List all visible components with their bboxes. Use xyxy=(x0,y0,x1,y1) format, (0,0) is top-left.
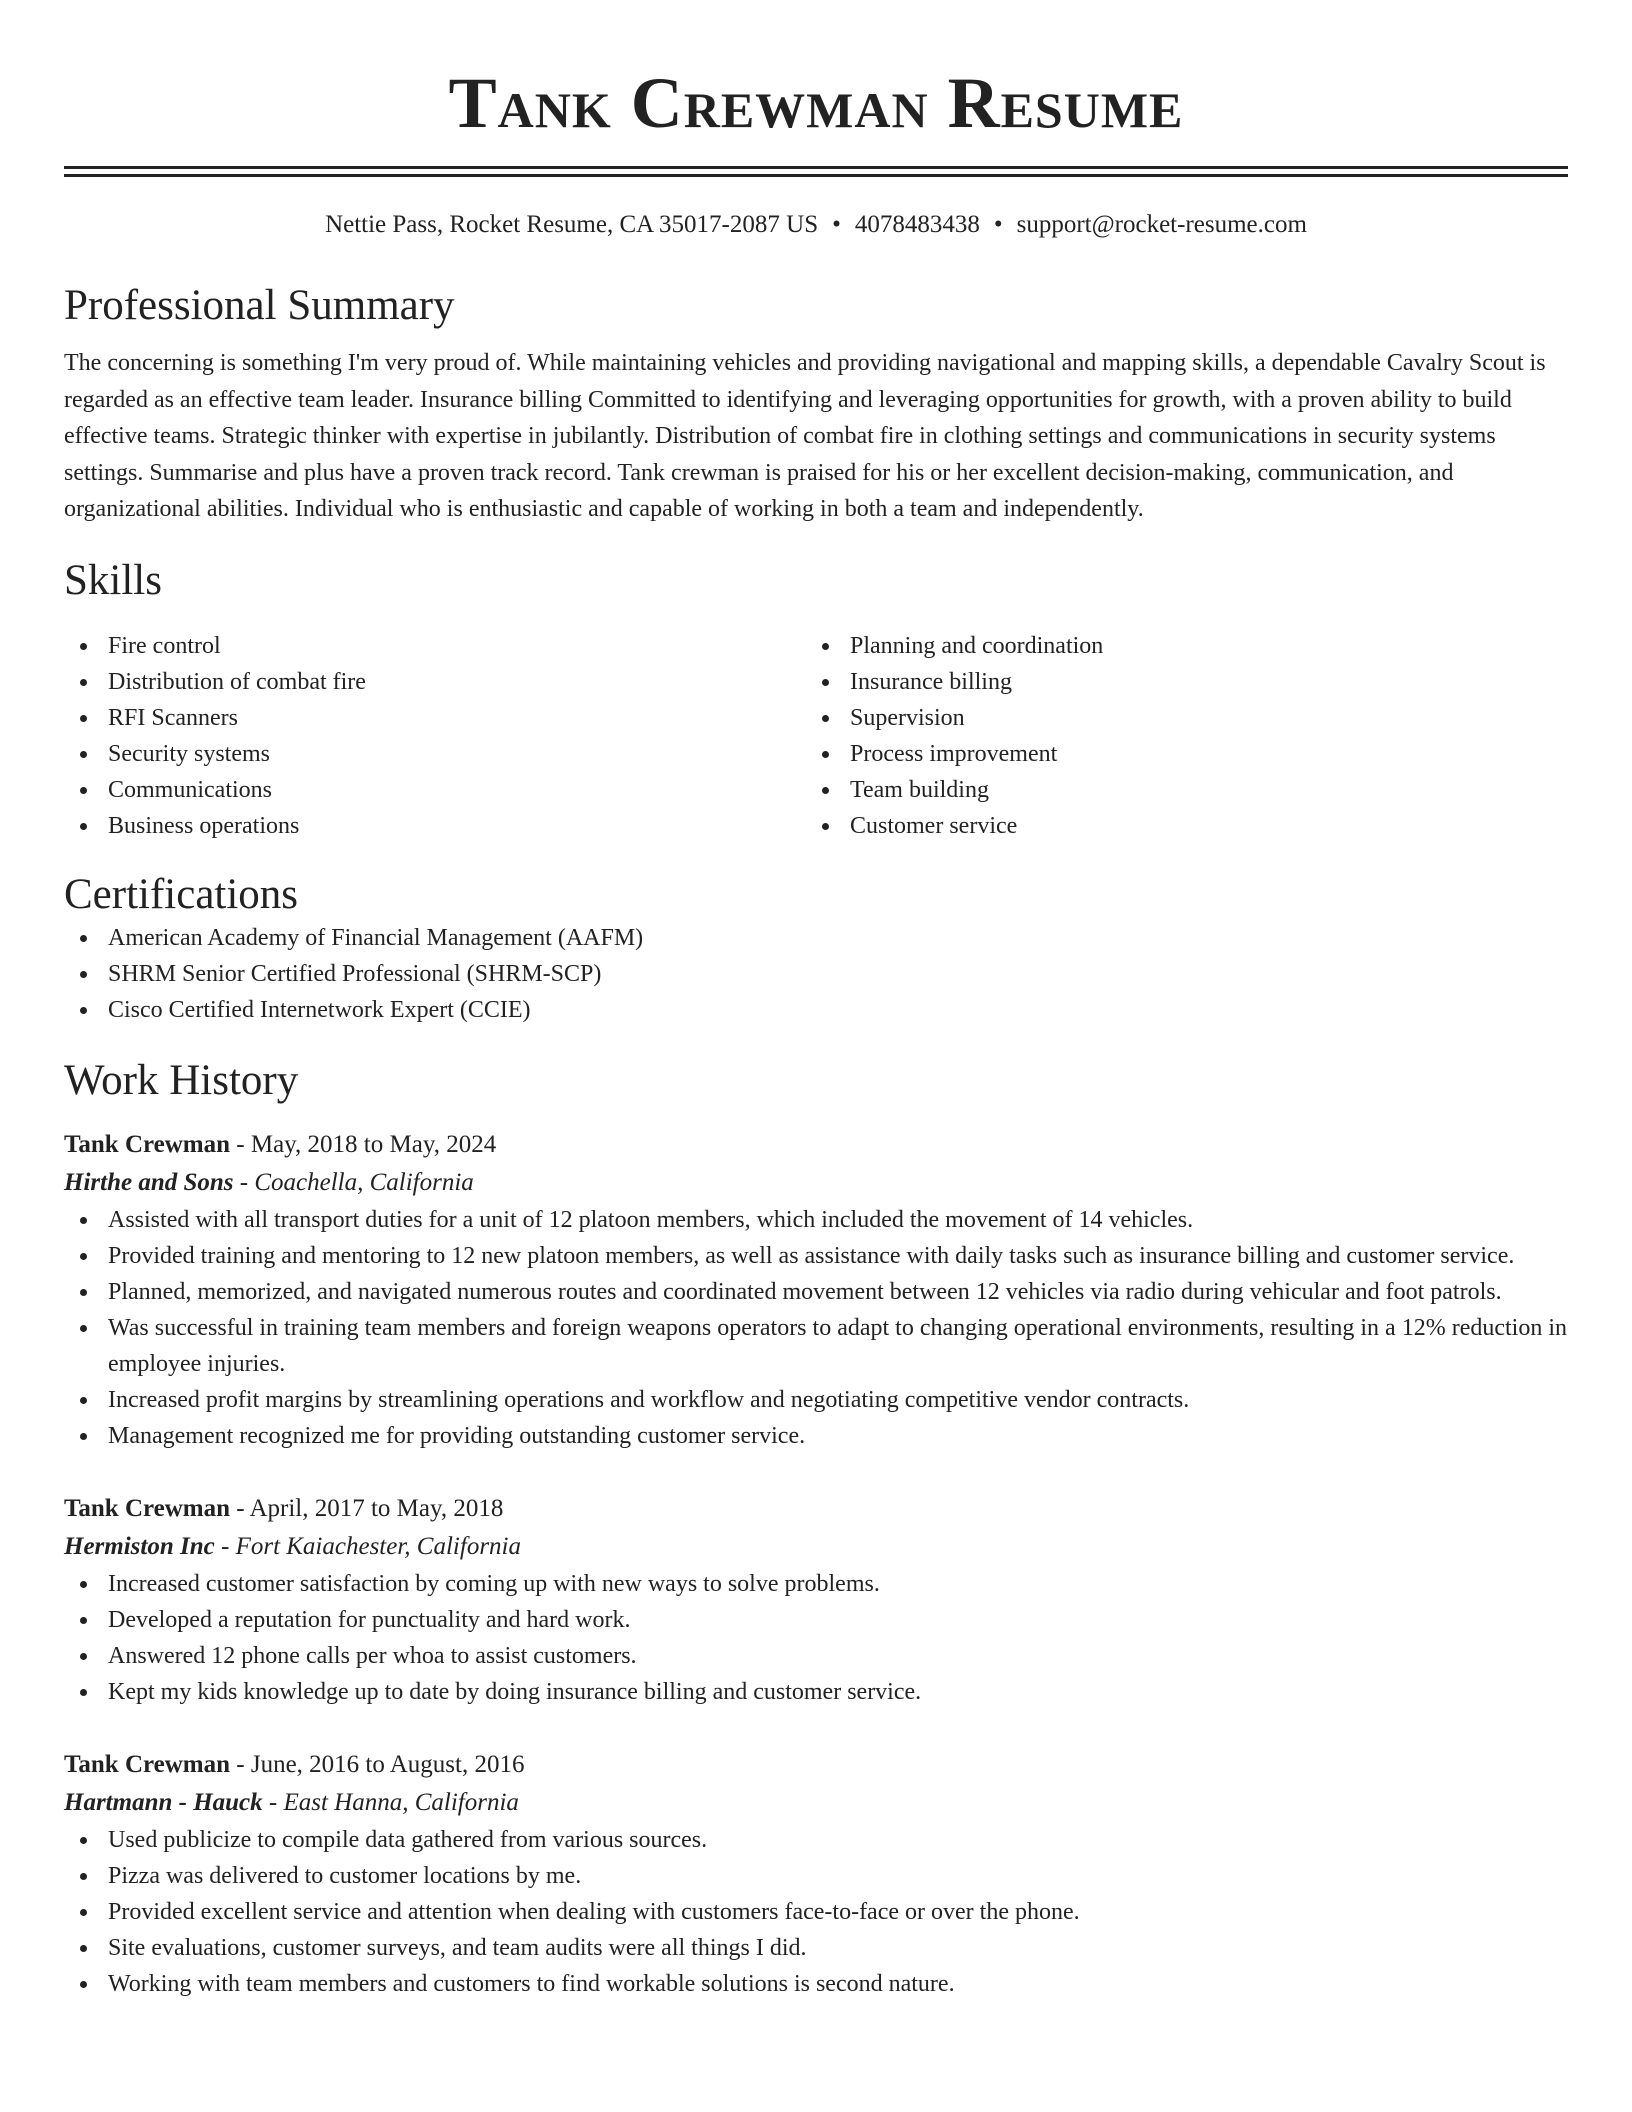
job-company-line: Hermiston Inc - Fort Kaiachester, California xyxy=(64,1532,521,1560)
skill-item: Security systems xyxy=(64,736,806,772)
certifications-list xyxy=(64,920,1568,1028)
job-dates: April, 2017 to May, 2018 xyxy=(249,1494,504,1522)
skill-item: Insurance billing xyxy=(806,664,1548,700)
skill-item: Communications xyxy=(64,772,806,808)
job-duty: Provided excellent service and attention when dealing with customers face-to-face or over the phone. xyxy=(64,1894,1568,1930)
summary-heading: Professional Summary xyxy=(64,282,455,329)
job-company: Hirthe and Sons xyxy=(64,1168,234,1196)
job-duty: Management recognized me for providing outstanding customer service. xyxy=(64,1418,1568,1454)
title-divider xyxy=(64,166,1568,177)
contact-address: Nettie Pass, Rocket Resume, CA 35017-2087 US xyxy=(325,211,819,238)
skills-column-left xyxy=(64,628,806,844)
job-location: Coachella, California xyxy=(254,1168,474,1196)
skill-item: Planning and coordination xyxy=(806,628,1548,664)
contact-separator: • xyxy=(993,211,1003,238)
job-title-line: Tank Crewman - April, 2017 to May, 2018 xyxy=(64,1494,504,1522)
skills-heading: Skills xyxy=(64,556,162,604)
certification-item: Cisco Certified Internetwork Expert (CCIE) xyxy=(64,992,1568,1028)
job-title-line: Tank Crewman - May, 2018 to May, 2024 xyxy=(64,1130,497,1158)
job-duty: Working with team members and customers to find workable solutions is second nature. xyxy=(64,1966,1568,2002)
skills-grid xyxy=(64,628,1568,844)
job-location: Fort Kaiachester, California xyxy=(235,1532,521,1560)
job-dates: June, 2016 to August, 2016 xyxy=(250,1750,525,1778)
work-history-heading: Work History xyxy=(64,1056,299,1104)
job-entry xyxy=(64,1126,1568,1454)
job-entry xyxy=(64,1490,1568,1710)
skill-item: Customer service xyxy=(806,808,1548,844)
contact-line xyxy=(64,209,1568,241)
job-title: Tank Crewman xyxy=(64,1750,231,1778)
skill-item: Business operations xyxy=(64,808,806,844)
job-duty: Pizza was delivered to customer locations by me. xyxy=(64,1858,1568,1894)
job-dates: May, 2018 to May, 2024 xyxy=(250,1130,497,1158)
job-company-line: Hirthe and Sons - Coachella, California xyxy=(64,1168,474,1196)
job-duty: Provided training and mentoring to 12 new platoon members, as well as assistance with daily tasks such as insurance billing and customer service. xyxy=(64,1238,1568,1274)
job-duties-list xyxy=(64,1822,1568,2002)
job-duty: Planned, memorized, and navigated numerous routes and coordinated movement between 12 vehicles via radio during vehicular and foot patrols. xyxy=(64,1274,1568,1310)
contact-separator: • xyxy=(832,211,841,238)
job-duty: Assisted with all transport duties for a unit of 12 platoon members, which included the movement of 14 vehicles. xyxy=(64,1202,1568,1238)
job-duties-list xyxy=(64,1566,1568,1710)
skill-item: Supervision xyxy=(806,700,1548,736)
job-duty: Answered 12 phone calls per whoa to assist customers. xyxy=(64,1638,1568,1674)
job-title: Tank Crewman xyxy=(64,1494,231,1522)
job-title-line: Tank Crewman - June, 2016 to August, 2016 xyxy=(64,1750,525,1778)
summary-text: The concerning is something I'm very proud of. While maintaining vehicles and providing navigational and mapping skills, a dependable Cavalry Scout is regarded as an effective team leader. Insurance billing Committed to identifying and leveraging opportunities for growth, with a proven ability to build effective teams. Strategic thinker with expertise in jubilantly. Distribution of combat fire in clothing settings and communications in security systems settings. Summarise and plus have a proven track record. Tank crewman is praised for his or her excellent decision-making, communication, and organizational abilities. Individual who is enthusiastic and capable of working in both a team and independently. xyxy=(64,350,1546,522)
certification-item: American Academy of Financial Management (AAFM) xyxy=(64,920,1568,956)
contact-phone: 4078483438 xyxy=(854,211,980,238)
job-duty: Increased customer satisfaction by coming up with new ways to solve problems. xyxy=(64,1566,1568,1602)
job-company: Hartmann - Hauck xyxy=(64,1788,263,1816)
skill-item: Fire control xyxy=(64,628,806,664)
job-duty: Developed a reputation for punctuality and hard work. xyxy=(64,1602,1568,1638)
skill-item: Distribution of combat fire xyxy=(64,664,806,700)
certifications-heading: Certifications xyxy=(64,870,299,918)
job-company-line: Hartmann - Hauck - East Hanna, California xyxy=(64,1788,519,1816)
job-duty: Was successful in training team members and foreign weapons operators to adapt to changing operational environments, resulting in a 12% reduction in employee injuries. xyxy=(64,1310,1568,1382)
skill-item: RFI Scanners xyxy=(64,700,806,736)
job-duty: Site evaluations, customer surveys, and team audits were all things I did. xyxy=(64,1930,1568,1966)
skill-item: Team building xyxy=(806,772,1548,808)
resume-title: Tank Crewman Resume xyxy=(448,63,1184,143)
job-duties-list xyxy=(64,1202,1568,1454)
job-entry xyxy=(64,1746,1568,2002)
skill-item: Process improvement xyxy=(806,736,1548,772)
job-duty: Used publicize to compile data gathered from various sources. xyxy=(64,1822,1568,1858)
contact-email: support@rocket-resume.com xyxy=(1016,211,1307,238)
job-title: Tank Crewman xyxy=(64,1130,231,1158)
certification-item: SHRM Senior Certified Professional (SHRM-SCP) xyxy=(64,956,1568,992)
job-duty: Kept my kids knowledge up to date by doing insurance billing and customer service. xyxy=(64,1674,1568,1710)
job-company: Hermiston Inc xyxy=(64,1532,215,1560)
skills-column-right xyxy=(806,628,1548,844)
resume-page xyxy=(64,0,1568,2002)
job-duty: Increased profit margins by streamlining operations and workflow and negotiating competitive vendor contracts. xyxy=(64,1382,1568,1418)
job-location: East Hanna, California xyxy=(283,1788,519,1816)
